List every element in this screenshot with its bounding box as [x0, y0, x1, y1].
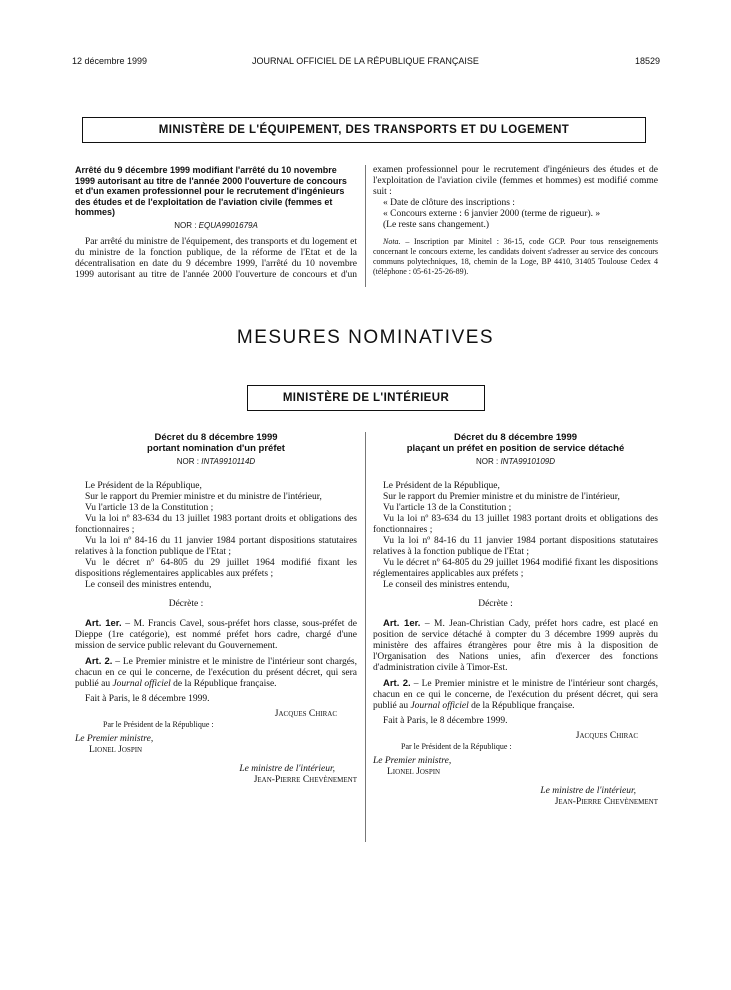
arrete-column-right: [373, 165, 658, 277]
decree-1-para-1: Le Président de la République,: [85, 481, 202, 491]
header-date: 12 décembre 1999: [72, 56, 148, 66]
decree-1-para-6: Vu le décret nº 64-805 du 29 juillet 1964 modifié fixant les dispositions réglementaires applicables aux préfets ;: [75, 558, 357, 579]
decree-1-para-4: Vu la loi nº 83-634 du 13 juillet 1983 portant droits et obligations des fonctionnaires ;: [75, 514, 357, 535]
decree-1-pm-title: Le Premier ministre,: [75, 734, 154, 744]
decree-2-par-le-president: Par le Président de la République :: [401, 742, 512, 751]
decree-1-title-line-1: Décret du 8 décembre 1999: [154, 432, 278, 443]
decree-1-title-line-2: portant nomination d'un préfet: [147, 443, 285, 454]
decree-2-para-7: Le conseil des ministres entendu,: [383, 580, 510, 590]
article-label: Art. 2.: [383, 678, 411, 689]
nor-code: EQUA9901679A: [198, 220, 258, 230]
article-label: Art. 1er.: [85, 618, 122, 629]
decree-1-para-7: Le conseil des ministres entendu,: [85, 580, 212, 590]
decree-2-para-3: Vu l'article 13 de la Constitution ;: [383, 503, 512, 513]
decree-1-nor: [75, 456, 357, 467]
decree-2: [373, 432, 658, 808]
article-text: – Le Premier ministre et le ministre de l'intérieur sont chargés, chacun en ce qui le concerne, de l'exécution du présent décret, qui sera publié au: [373, 679, 658, 711]
ministry-equipement-heading: MINISTÈRE DE L'ÉQUIPEMENT, DES TRANSPORTS ET DU LOGEMENT: [82, 117, 646, 143]
note-text: – Inscription par Minitel : 36-15, code GCP. Pour tous renseignements concernant le concours externe, les candidats doivent s'adresser au service des concours communs polytechniques, 18, chemin de la Loge, BP 4410, 31405 Toulouse Cedex 4 (téléphone : 05-61-25-26-89).: [373, 237, 659, 276]
decree-1-decrete: Décrète :: [168, 599, 204, 609]
note-label: Nota.: [383, 237, 401, 246]
nor-label: NOR :: [176, 457, 200, 466]
nor-label: NOR :: [475, 457, 499, 466]
decree-1-article-2: [75, 656, 357, 690]
column-separator-top: [365, 165, 366, 287]
decree-2-para-2: Sur le rapport du Premier ministre et du ministre de l'intérieur,: [383, 492, 620, 502]
arrete-body-continuation: examen professionnel pour le recrutement d'ingénieurs des études et de l'exploitation de l'aviation civile (femmes et hommes) est modifié comme suit :: [373, 165, 658, 197]
arrete-title: Arrêté du 9 décembre 1999 modifiant l'arrêté du 10 novembre 1999 autorisant au titre de l'année 2000 l'ouverture de concours et d'un examen professionnel pour le recrutement d'ingénieurs des études et de l'exploitation de l'aviation civile (femmes et hommes): [75, 165, 347, 217]
article-text-end: de la République française.: [170, 679, 277, 689]
column-separator-bottom: [365, 432, 366, 842]
decree-1-article-1: [75, 618, 357, 652]
decree-1-president-signature: Jacques Chirac: [274, 709, 337, 719]
journal-officiel: Journal officiel: [112, 679, 171, 689]
article-text: – M. Jean-Christian Cady, préfet hors cadre, est placé en position de service détaché à compter du 3 décembre 1999 auprès du ministère des affaires étrangères pour être mis à la disposition de l'Organisation des Nations unies, afin d'exercer des fonctions d'administration civile à Timor-Est.: [373, 619, 658, 673]
header-journal-title: JOURNAL OFFICIEL DE LA RÉPUBLIQUE FRANÇAISE: [252, 56, 479, 66]
article-text: – Le Premier ministre et le ministre de l'intérieur sont chargés, chacun en ce qui le concerne, de l'exécution du présent décret, qui sera publié au: [75, 657, 357, 689]
article-text-end: de la République française.: [468, 701, 575, 711]
decree-2-title-line-2: plaçant un préfet en position de service détaché: [406, 443, 625, 454]
arrete-body: Par arrêté du ministre de l'équipement, des transports et du logement et du ministre de la fonction publique, de la réforme de l'Etat et de la décentralisation en date du 9 décembre 1999, l'arrêté du 10 novembre 1999 autorisant au titre de l'année 2000 l'ouverture de concours et d'un: [75, 236, 357, 280]
decree-2-fait: Fait à Paris, le 8 décembre 1999.: [383, 716, 508, 726]
nor-code: INTA9910114D: [201, 457, 256, 466]
decree-2-president-signature: Jacques Chirac: [575, 731, 638, 741]
decree-1-fait: Fait à Paris, le 8 décembre 1999.: [85, 694, 210, 704]
decree-2-pm-title: Le Premier ministre,: [373, 756, 452, 766]
decree-2-article-1: [373, 618, 658, 674]
ministry-interieur-heading: MINISTÈRE DE L'INTÉRIEUR: [247, 385, 485, 411]
arrete-quote-3: (Le reste sans changement.): [383, 220, 490, 230]
decree-1-para-3: Vu l'article 13 de la Constitution ;: [85, 503, 214, 513]
decree-1-minister-title: Le ministre de l'intérieur,: [239, 764, 335, 774]
article-label: Art. 1er.: [383, 618, 421, 629]
decree-1-para-2: Sur le rapport du Premier ministre et du ministre de l'intérieur,: [85, 492, 322, 502]
article-text: – M. Francis Cavel, sous-préfet hors classe, sous-préfet de Dieppe (1re catégorie), est nommé préfet hors cadre, chargé d'une mission de service public relevant du Gouvernement.: [75, 619, 357, 651]
decree-2-decrete: Décrète :: [478, 599, 513, 609]
nor-code: INTA9910109D: [500, 457, 556, 466]
journal-officiel: Journal officiel: [410, 701, 469, 711]
arrete-quote-2: « Concours externe : 6 janvier 2000 (terme de rigueur). »: [383, 209, 601, 219]
arrete-quote-1: « Date de clôture des inscriptions :: [383, 198, 515, 208]
decree-2-minister-name: Jean-Pierre Chevènement: [554, 797, 658, 807]
decree-2-para-5: Vu la loi nº 84-16 du 11 janvier 1984 portant dispositions statutaires relatives à la fonction publique de l'Etat ;: [373, 536, 658, 557]
header-page-number: 18529: [634, 56, 660, 66]
section-title: MESURES NOMINATIVES: [236, 327, 495, 348]
arrete-column-left: [75, 165, 357, 281]
decree-1: [75, 432, 357, 786]
decree-1-para-5: Vu la loi nº 84-16 du 11 janvier 1984 portant dispositions statutaires relatives à la fonction publique de l'Etat ;: [75, 536, 357, 557]
decree-2-title: [373, 432, 658, 454]
arrete-nor: [75, 220, 357, 231]
arrete-note: [373, 237, 658, 277]
decree-2-para-6: Vu le décret nº 64-805 du 29 juillet 1964 modifié fixant les dispositions réglementaires applicables aux préfets ;: [373, 558, 658, 579]
decree-2-minister-title: Le ministre de l'intérieur,: [540, 786, 636, 796]
decree-2-nor: [373, 456, 658, 467]
decree-2-para-4: Vu la loi nº 83-634 du 13 juillet 1983 portant droits et obligations des fonctionnaires ;: [373, 514, 658, 535]
decree-2-pm-name: Lionel Jospin: [387, 767, 441, 777]
decree-1-title: [75, 432, 357, 454]
article-label: Art. 2.: [85, 656, 113, 667]
decree-2-para-1: Le Président de la République,: [383, 481, 500, 491]
decree-2-article-2: [373, 678, 658, 712]
decree-1-pm-name: Lionel Jospin: [89, 745, 143, 755]
decree-1-minister-name: Jean-Pierre Chevènement: [253, 775, 357, 785]
decree-2-title-line-1: Décret du 8 décembre 1999: [453, 432, 578, 443]
nor-label: NOR :: [174, 220, 197, 230]
arrete-body-continued: [373, 165, 658, 198]
decree-1-par-le-president: Par le Président de la République :: [103, 720, 214, 729]
